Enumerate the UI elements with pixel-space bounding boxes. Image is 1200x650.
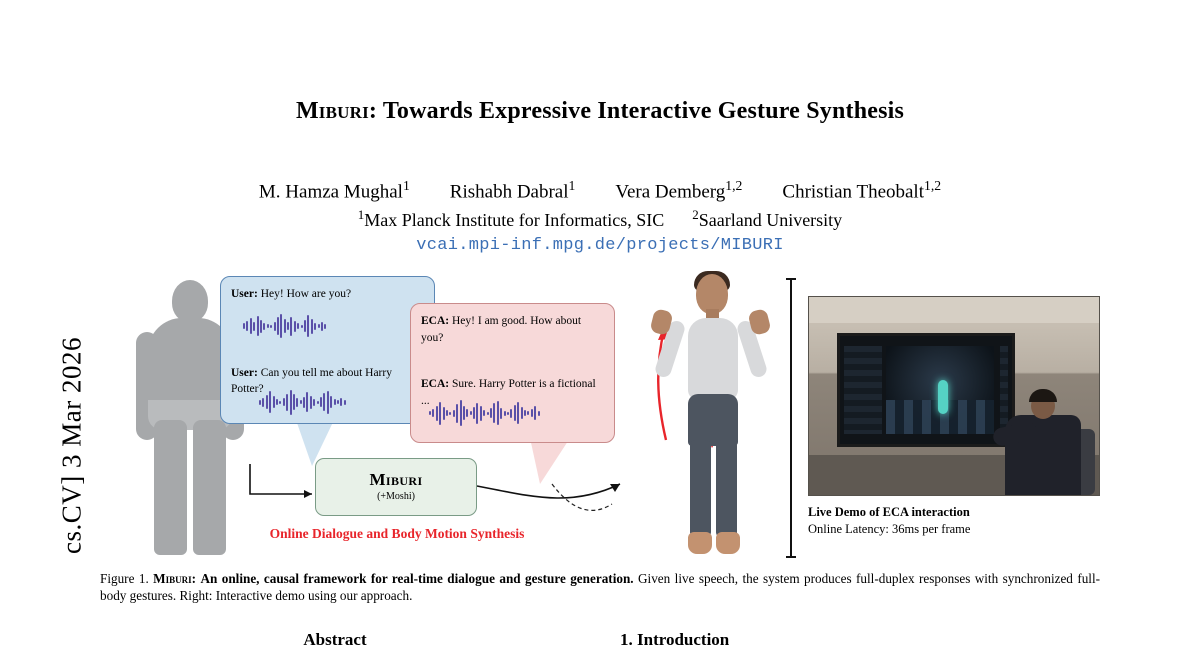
- avatar-right-foot: [716, 532, 740, 554]
- avatar-left-foot: [688, 532, 712, 554]
- figure-caption-name: Miburi:: [153, 571, 197, 586]
- live-demo-caption: [808, 504, 1108, 538]
- eca-avatar: [640, 274, 780, 559]
- silhouette-right-leg: [193, 420, 226, 555]
- affiliation-list: [120, 207, 1080, 231]
- page-title-lead: Miburi:: [295, 98, 378, 124]
- photo-screen-avatar: [938, 380, 948, 414]
- author-1-affil-marker: 1: [402, 178, 410, 193]
- introduction-heading: 1. Introduction: [620, 630, 730, 649]
- teaser-figure: [100, 268, 1100, 564]
- figure-caption-headline: An online, causal framework for real-time dialogue and gesture generation.: [200, 571, 634, 586]
- affiliation-2: $^2$Saarland University: [692, 207, 843, 230]
- avatar-hips: [688, 394, 738, 446]
- silhouette-left-leg: [154, 420, 187, 555]
- author-list: [120, 178, 1080, 203]
- affiliation-1: $^1$Max Planck Institute for Informatics, SIC: [357, 207, 665, 230]
- author-4-affil-marker: 1,2: [924, 178, 942, 193]
- miburi-system-subtitle: (+Moshi): [377, 491, 415, 502]
- photo-screen-3d-scene: [886, 346, 994, 434]
- user-speaker-label-2: User:: [231, 366, 258, 379]
- user-utterance-2: User: Can you tell me about Harry Potter?: [231, 366, 392, 396]
- author-4: Christian Theobalt$^{1,2}$: [782, 178, 942, 203]
- author-3: Vera Demberg$^{1,2}$: [615, 178, 743, 203]
- avatar-left-leg: [690, 440, 711, 538]
- eca-utterance-1: ECA: Hey! I am good. How about you?: [421, 315, 582, 344]
- photo-ceiling: [809, 297, 1099, 323]
- user-speaker-label-1: User:: [231, 288, 258, 300]
- page-title-rest: Towards Expressive Interactive Gesture Synthesis: [382, 98, 905, 124]
- photo-screen-right-panel: [1000, 346, 1008, 434]
- avatar-torso: [688, 318, 738, 400]
- figure-caption-body: Given live speech, the system produces full-duplex responses with synchronized full-body gestures. Right: Interactive demo using our approach.: [100, 571, 1101, 604]
- eca-waveform-1: [429, 400, 579, 426]
- figure-caption-label: Figure 1.: [100, 571, 149, 586]
- photo-screen-left-panel: [844, 346, 882, 434]
- avatar-right-leg: [716, 440, 737, 538]
- arxiv-side-stamp: cs.CV] 3 Mar 2026: [56, 337, 87, 554]
- eca-speech-bubble: [410, 303, 615, 443]
- user-speech-bubble: [220, 276, 435, 424]
- project-url-link[interactable]: vcai.mpi-inf.mpg.de/projects/MIBURI: [416, 236, 784, 255]
- figure-caption: [100, 570, 1100, 605]
- eca-speaker-label-2: ECA:: [421, 378, 450, 391]
- miburi-system-box: [315, 458, 477, 516]
- author-3-affil-marker: 1,2: [725, 178, 743, 193]
- eca-speaker-label-1: ECA:: [421, 315, 450, 327]
- silhouette-head: [172, 280, 208, 322]
- user-waveform-1: [243, 313, 363, 339]
- page-title: [120, 98, 1080, 125]
- miburi-system-name: Miburi: [369, 470, 423, 489]
- live-demo-photo: [808, 296, 1100, 496]
- author-1: M. Hamza Mughal$^1$: [258, 178, 410, 203]
- pipeline-caption: Online Dialogue and Body Motion Synthesis: [269, 526, 525, 541]
- photo-display-screen: [837, 333, 1015, 447]
- eca-utterance-2: ECA: Sure. Harry Potter is a fictional ...: [421, 378, 596, 408]
- figure-divider: [790, 278, 792, 558]
- user-utterance-1: User: Hey! How are you?: [231, 288, 352, 300]
- author-2-affil-marker: 1: [568, 178, 576, 193]
- live-demo-subtitle: Online Latency: 36ms per frame: [808, 521, 971, 536]
- eca-bubble-tail: [530, 438, 570, 484]
- live-demo-title: Live Demo of ECA interaction: [808, 505, 970, 519]
- avatar-head: [696, 274, 728, 314]
- user-waveform-2: [259, 389, 387, 415]
- author-2: Rishabh Dabral$^1$: [449, 178, 576, 203]
- abstract-heading: Abstract: [303, 630, 367, 649]
